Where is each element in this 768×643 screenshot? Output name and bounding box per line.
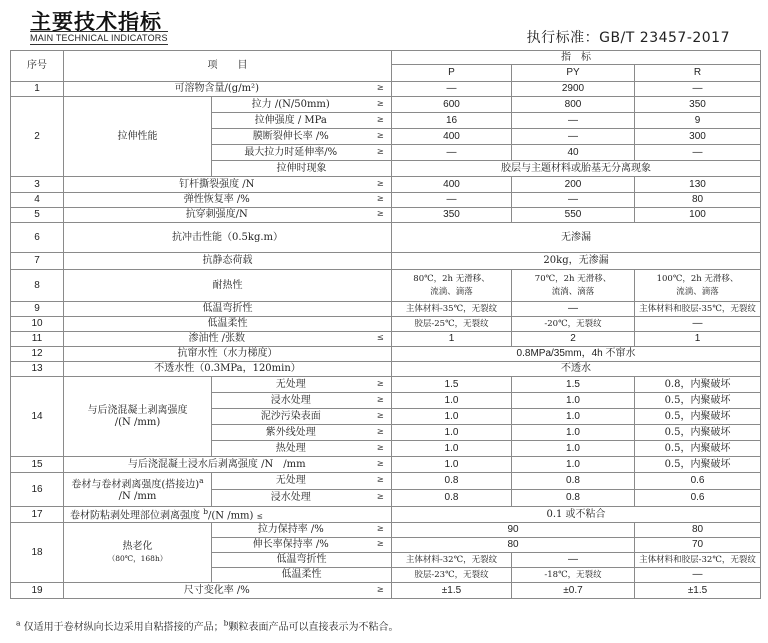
row-number: 2 — [11, 97, 64, 177]
row-label: 拉力 /(N/50mm) — [212, 97, 370, 113]
col-no-header: 序号 — [11, 51, 64, 82]
value-p: 胶层-23℃，无裂纹 — [392, 568, 512, 583]
value-p-py: 80 — [392, 538, 635, 553]
row-label: 不透水性（0.3MPa，120min） — [64, 362, 392, 377]
group-line: 卷材与卷材剥离强度(搭接边) — [71, 479, 200, 491]
table-row — [11, 97, 761, 113]
row-label: 无处理 — [212, 377, 370, 393]
value-r: 80 — [635, 523, 761, 538]
footnote-marker: a — [199, 475, 204, 485]
value-r: 0.8，内聚破坏 — [635, 377, 761, 393]
value-p: — — [392, 145, 512, 161]
row-number: 12 — [11, 347, 64, 362]
value-r: 130 — [635, 177, 761, 193]
table-row — [11, 208, 761, 223]
row-label: 伸长率保持率 /% — [212, 538, 370, 553]
row-label: 低温弯折性 — [212, 553, 392, 568]
row-label: 紫外线处理 — [212, 425, 370, 441]
value-py: 40 — [512, 145, 635, 161]
table-row — [11, 317, 761, 332]
label-text: /(N /mm) — [208, 509, 254, 521]
value-py: — — [512, 129, 635, 145]
value-merged: 胶层与主题材料或胎基无分离现象 — [392, 161, 761, 177]
row-number: 11 — [11, 332, 64, 347]
operator: ≥ — [370, 523, 392, 538]
footnote-marker: b — [203, 506, 208, 516]
value-merged: 不透水 — [392, 362, 761, 377]
value-r: 0.5，内聚破坏 — [635, 409, 761, 425]
row-number: 13 — [11, 362, 64, 377]
operator: ≥ — [370, 82, 392, 97]
row-label: 膜断裂伸长率 /% — [212, 129, 370, 145]
row-number: 1 — [11, 82, 64, 97]
value-line: 80℃，2h 无滑移、 — [413, 274, 490, 285]
value-p: 400 — [392, 129, 512, 145]
value-r: 9 — [635, 113, 761, 129]
table-row — [11, 193, 761, 208]
row-label: 低温柔性 — [64, 317, 392, 332]
row-label: 渗油性 /张数 — [64, 332, 370, 347]
operator: ≥ — [370, 393, 392, 409]
value-r: 350 — [635, 97, 761, 113]
row-number: 14 — [11, 377, 64, 457]
value-p-py: 90 — [392, 523, 635, 538]
operator: ≥ — [370, 441, 392, 457]
row-group-label — [64, 523, 212, 583]
value-p: 600 — [392, 97, 512, 113]
value-p: 350 — [392, 208, 512, 223]
value-py: 800 — [512, 97, 635, 113]
value-r: 0.6 — [635, 490, 761, 507]
row-number: 15 — [11, 457, 64, 473]
value-py: -18℃，无裂纹 — [512, 568, 635, 583]
row-label: 钉杆撕裂强度 /N — [64, 177, 370, 193]
operator: ≥ — [370, 538, 392, 553]
operator: ≥ — [370, 409, 392, 425]
footnote-text: 颗粒表面产品可以直接表示为不粘合。 — [228, 622, 399, 633]
title-rule — [30, 31, 168, 32]
value-py: -20℃，无裂纹 — [512, 317, 635, 332]
row-number: 16 — [11, 473, 64, 507]
operator: ≥ — [370, 193, 392, 208]
row-number: 5 — [11, 208, 64, 223]
value-py: ±0.7 — [512, 583, 635, 599]
value-py: 1.5 — [512, 377, 635, 393]
subtitle-rule — [30, 44, 168, 45]
row-label: 抗静态荷载 — [64, 253, 392, 270]
operator: ≥ — [370, 490, 392, 507]
table-row — [11, 473, 761, 490]
row-number: 10 — [11, 317, 64, 332]
row-number: 6 — [11, 223, 64, 253]
value-py: 2900 — [512, 82, 635, 97]
footnote-marker: b — [223, 618, 229, 628]
table-row — [11, 507, 761, 523]
row-label — [64, 507, 392, 523]
row-label: 可溶物含量/(g/m²) — [64, 82, 370, 97]
table-row — [11, 583, 761, 599]
row-number: 8 — [11, 270, 64, 302]
value-r: 70 — [635, 538, 761, 553]
col-index-header: 指 标 — [392, 51, 761, 65]
row-group-label — [64, 473, 212, 507]
value-r: — — [635, 568, 761, 583]
table-row — [11, 347, 761, 362]
col-p-header: P — [392, 65, 512, 82]
operator: ≥ — [370, 145, 392, 161]
value-r: 主体材料和胶层-32℃，无裂纹 — [635, 553, 761, 568]
value-py: — — [512, 113, 635, 129]
row-label: 与后浇混凝土浸水后剥离强度 /N /mm — [64, 457, 370, 473]
value-r: ±1.5 — [635, 583, 761, 599]
row-group-label — [64, 377, 212, 457]
value-r: 0.6 — [635, 473, 761, 490]
col-py-header: PY — [512, 65, 635, 82]
row-label: 最大拉力时延伸率/% — [212, 145, 370, 161]
footnote-marker: a — [16, 618, 21, 628]
row-number: 19 — [11, 583, 64, 599]
group-line: /N /mm — [118, 490, 157, 502]
value-r: 100 — [635, 208, 761, 223]
value-py: 1.0 — [512, 457, 635, 473]
value-r: — — [635, 145, 761, 161]
value-p: — — [392, 193, 512, 208]
table-row — [11, 223, 761, 253]
row-number: 4 — [11, 193, 64, 208]
table-row — [11, 82, 761, 97]
value-r — [635, 270, 761, 302]
page-title: 主要技术指标 — [30, 10, 162, 34]
value-p: ±1.5 — [392, 583, 512, 599]
value-py: — — [512, 553, 635, 568]
value-py: — — [512, 302, 635, 317]
value-py — [512, 270, 635, 302]
value-p: 1.5 — [392, 377, 512, 393]
col-r-header: R — [635, 65, 761, 82]
table-row — [11, 362, 761, 377]
value-py: 0.8 — [512, 473, 635, 490]
value-p: 400 — [392, 177, 512, 193]
footnote-text: 仅适用于卷材纵向长边采用自粘搭接的产品； — [23, 622, 224, 633]
row-label: 抗穿刺强度/N — [64, 208, 370, 223]
operator: ≥ — [370, 425, 392, 441]
row-label: 热处理 — [212, 441, 370, 457]
value-merged: 20kg，无渗漏 — [392, 253, 761, 270]
operator: ≥ — [370, 113, 392, 129]
row-group-label: 拉伸性能 — [64, 97, 212, 177]
value-line: 流淌、滴落 — [430, 286, 473, 297]
operator: ≥ — [370, 97, 392, 113]
value-p: 1 — [392, 332, 512, 347]
value-p: 16 — [392, 113, 512, 129]
operator: ≥ — [370, 583, 392, 599]
value-p: 1.0 — [392, 393, 512, 409]
row-label: 低温柔性 — [212, 568, 392, 583]
operator: ≤ — [370, 332, 392, 347]
value-r: — — [635, 82, 761, 97]
value-r: 0.5，内聚破坏 — [635, 393, 761, 409]
table-row — [11, 253, 761, 270]
group-line: （80℃，168h） — [107, 553, 168, 563]
operator: ≥ — [370, 208, 392, 223]
value-line: 流淌、滴落 — [551, 286, 595, 297]
table-row — [11, 332, 761, 347]
table-row — [11, 523, 761, 538]
col-item-header: 项 目 — [64, 51, 392, 82]
value-py: 0.8 — [512, 490, 635, 507]
group-line: /(N /mm) — [114, 416, 161, 428]
table-row — [11, 270, 761, 302]
table-row — [11, 177, 761, 193]
row-label: 尺寸变化率 /% — [64, 583, 370, 599]
footnote — [16, 618, 398, 633]
value-line: 70℃，2h 无滑移、 — [534, 274, 612, 285]
row-label: 拉伸时现象 — [212, 161, 392, 177]
value-r: 0.5，内聚破坏 — [635, 441, 761, 457]
value-r: 0.5，内聚破坏 — [635, 457, 761, 473]
row-label: 浸水处理 — [212, 490, 370, 507]
table-row — [11, 377, 761, 393]
value-p: — — [392, 82, 512, 97]
value-r: 300 — [635, 129, 761, 145]
operator: ≤ — [256, 510, 263, 520]
operator: ≥ — [370, 473, 392, 490]
row-number: 18 — [11, 523, 64, 583]
operator: ≥ — [370, 377, 392, 393]
table-row — [11, 302, 761, 317]
standard-label: 执行标准：GB/T 23457-2017 — [526, 30, 730, 46]
value-py: — — [512, 193, 635, 208]
row-label: 耐热性 — [64, 270, 392, 302]
operator: ≥ — [370, 129, 392, 145]
value-p: 1.0 — [392, 425, 512, 441]
value-py: 200 — [512, 177, 635, 193]
value-py: 1.0 — [512, 409, 635, 425]
row-number: 17 — [11, 507, 64, 523]
page-subtitle: MAIN TECHNICAL INDICATORS — [30, 33, 168, 43]
value-merged: 无渗漏 — [392, 223, 761, 253]
row-label: 弹性恢复率 /% — [64, 193, 370, 208]
value-r: 0.5，内聚破坏 — [635, 425, 761, 441]
value-p: 胶层-25℃，无裂纹 — [392, 317, 512, 332]
row-label: 拉伸强度 / MPa — [212, 113, 370, 129]
value-p: 主体材料-35℃，无裂纹 — [392, 302, 512, 317]
row-label: 抗冲击性能（0.5kg.m） — [64, 223, 392, 253]
value-p: 1.0 — [392, 457, 512, 473]
group-line: 与后浇混凝土剥离强度 — [87, 405, 188, 416]
value-line: 流淌、滴落 — [676, 286, 719, 297]
value-r: 主体材料和胶层-35℃，无裂纹 — [635, 302, 761, 317]
value-py: 1.0 — [512, 425, 635, 441]
indicators-table — [10, 50, 761, 599]
value-r: 1 — [635, 332, 761, 347]
group-line: 热老化 — [122, 541, 153, 552]
table-header-row — [11, 51, 761, 65]
row-number: 3 — [11, 177, 64, 193]
value-p: 0.8 — [392, 473, 512, 490]
label-text: 卷材防粘剥处理部位剥离强度 — [70, 509, 200, 521]
value-p — [392, 270, 512, 302]
operator: ≥ — [370, 457, 392, 473]
value-merged: 0.8MPa/35mm，4h 不窜水 — [392, 347, 761, 362]
value-p: 主体材料-32℃，无裂纹 — [392, 553, 512, 568]
value-py: 1.0 — [512, 441, 635, 457]
row-label: 拉力保持率 /% — [212, 523, 370, 538]
value-line: 100℃，2h 无滑移、 — [656, 274, 739, 285]
value-py: 550 — [512, 208, 635, 223]
row-label: 抗窜水性（水力梯度） — [64, 347, 392, 362]
value-p: 1.0 — [392, 441, 512, 457]
row-label: 低温弯折性 — [64, 302, 392, 317]
value-p: 0.8 — [392, 490, 512, 507]
row-label: 浸水处理 — [212, 393, 370, 409]
value-py: 1.0 — [512, 393, 635, 409]
operator: ≥ — [370, 177, 392, 193]
value-py: 2 — [512, 332, 635, 347]
value-merged: 0.1 或不粘合 — [392, 507, 761, 523]
row-number: 9 — [11, 302, 64, 317]
row-label: 无处理 — [212, 473, 370, 490]
value-r: — — [635, 317, 761, 332]
row-number: 7 — [11, 253, 64, 270]
table-row — [11, 457, 761, 473]
row-label: 泥沙污染表面 — [212, 409, 370, 425]
value-r: 80 — [635, 193, 761, 208]
value-p: 1.0 — [392, 409, 512, 425]
